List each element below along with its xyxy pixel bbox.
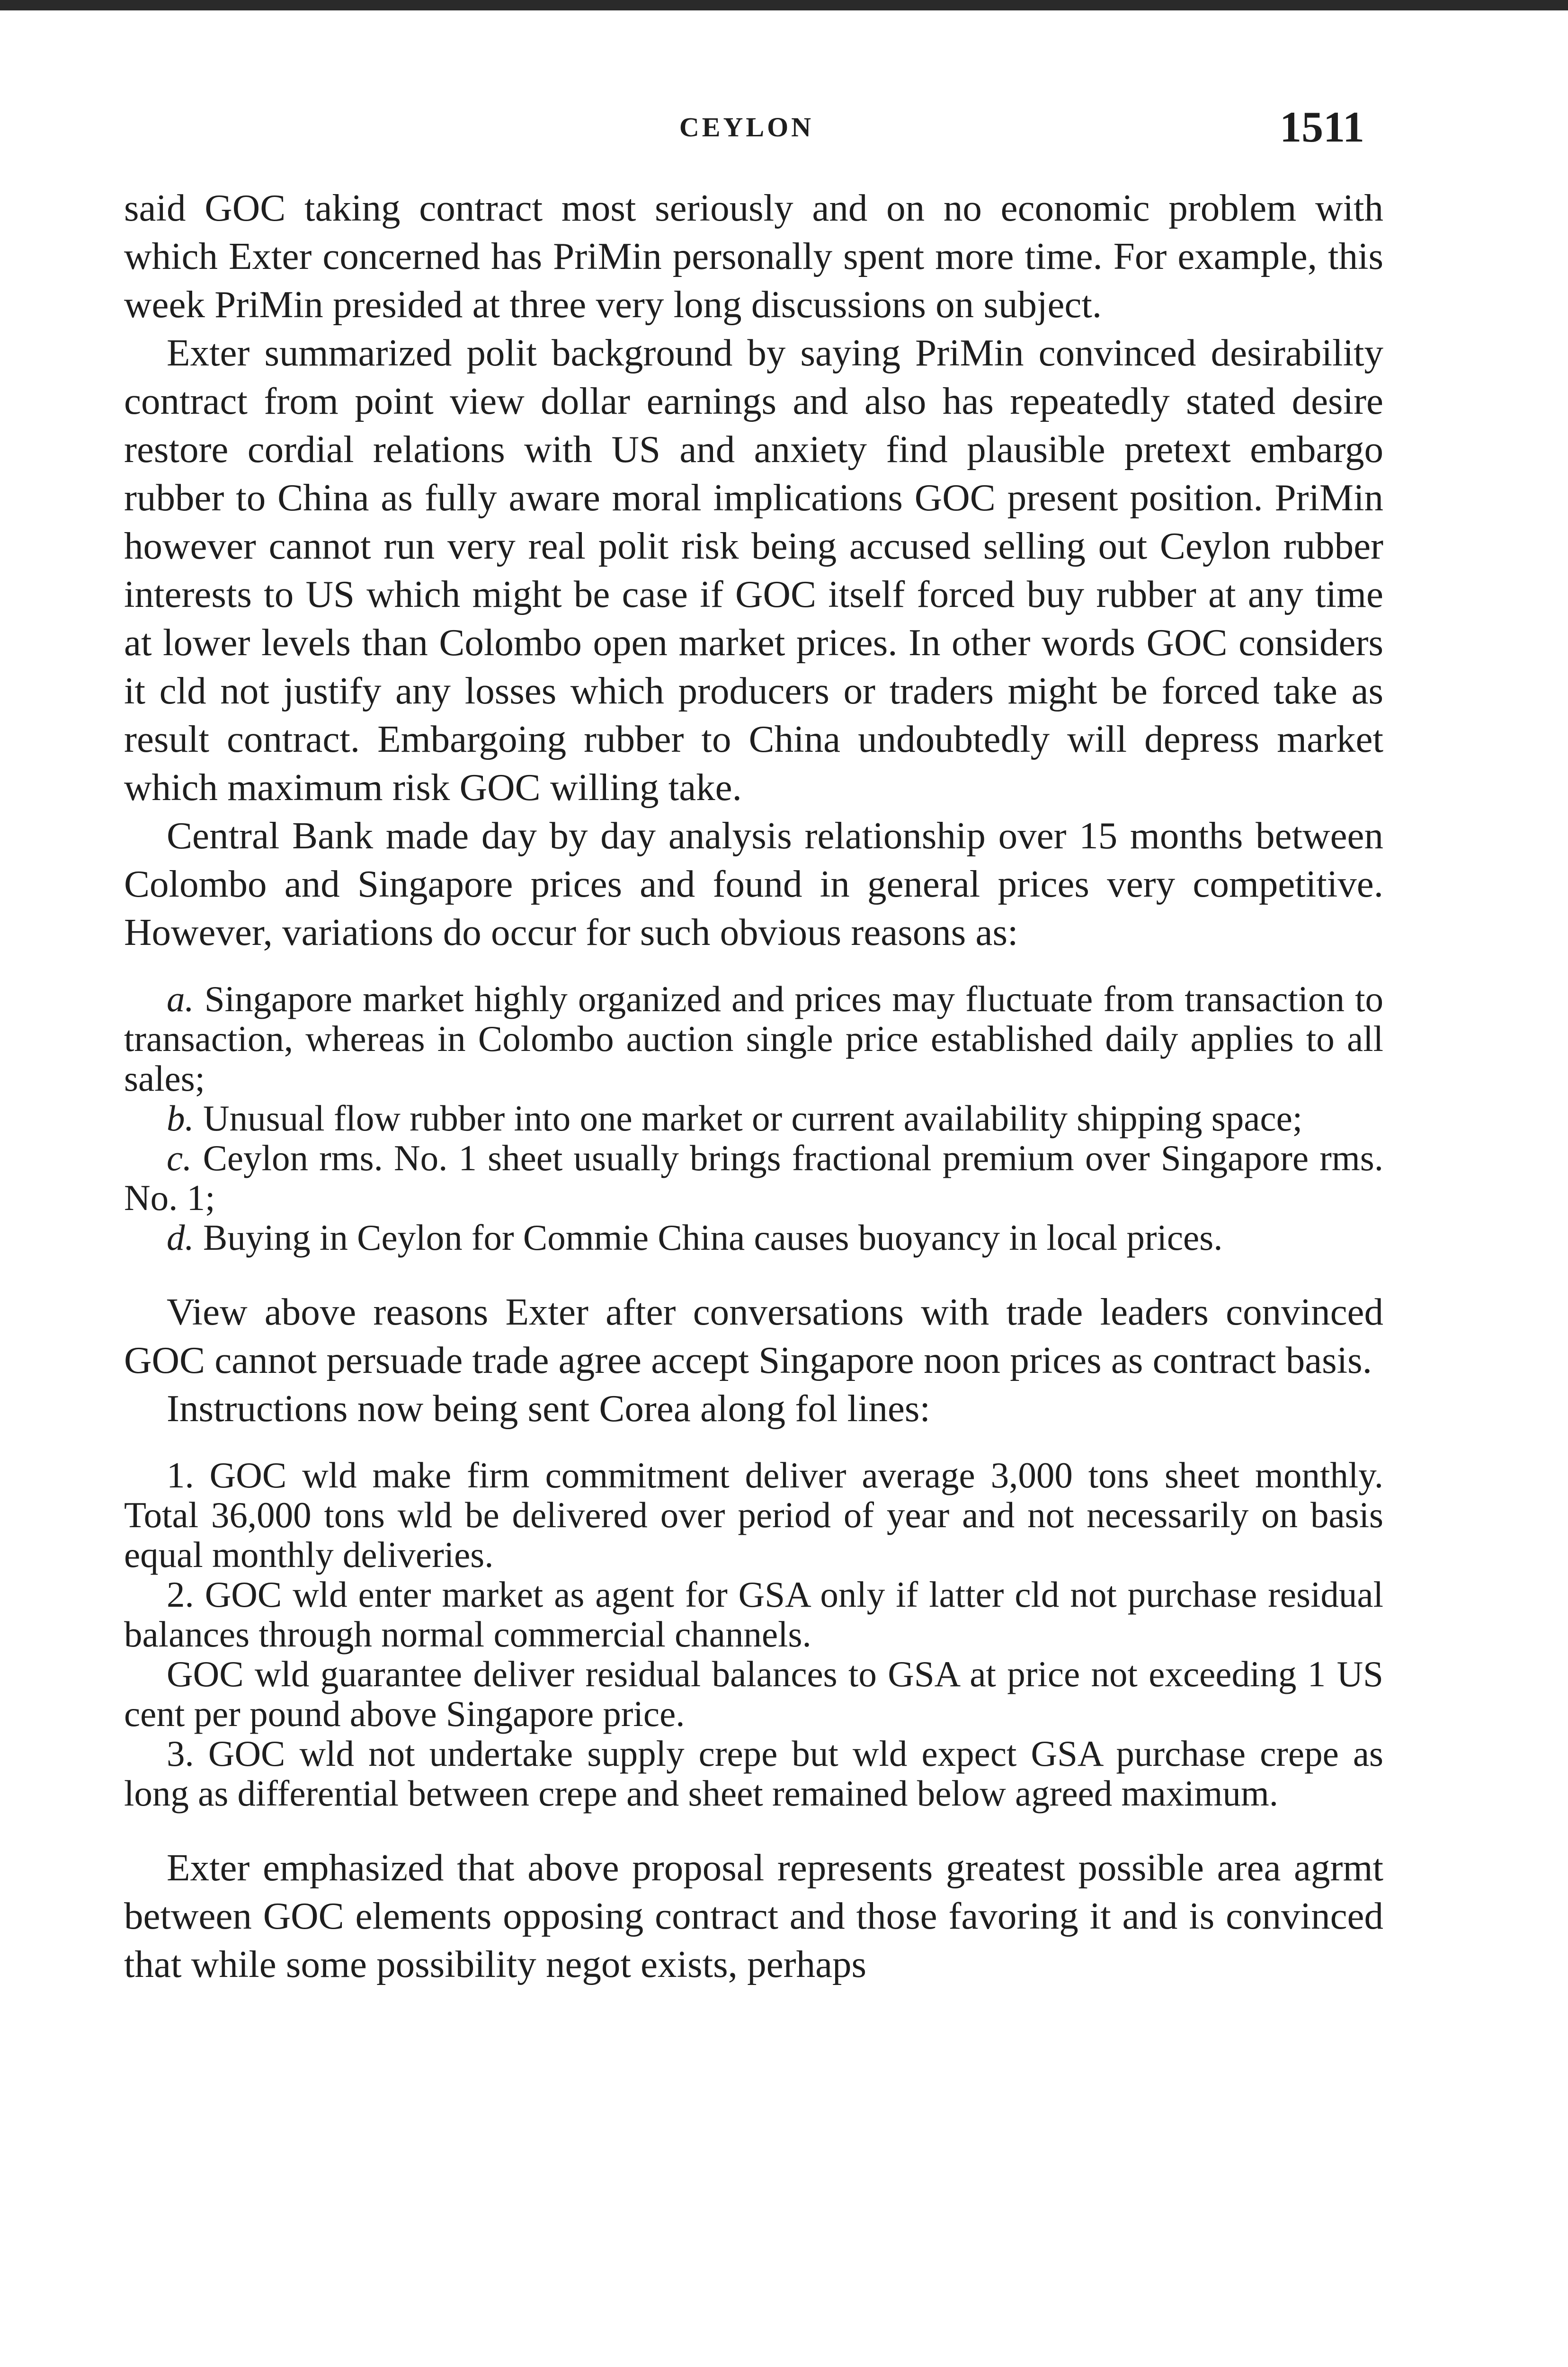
paragraph-instructions-intro: Instructions now being sent Corea along fol lines: bbox=[167, 1387, 930, 1430]
instructions-list bbox=[124, 1455, 1383, 1813]
top-border-rule bbox=[0, 0, 1568, 10]
page-number: 1511 bbox=[1280, 103, 1364, 151]
reason-item-c bbox=[124, 1138, 1383, 1218]
reason-marker: b. bbox=[167, 1098, 194, 1139]
instruction-item-2-cont: GOC wld guarantee deliver residual balances to GSA at price not exceeding 1 US cent per pound above Singapore price. bbox=[124, 1654, 1383, 1734]
reason-text: Unusual flow rubber into one market or current availability shipping space; bbox=[203, 1098, 1303, 1139]
reason-marker: d. bbox=[167, 1217, 194, 1258]
page-header bbox=[124, 102, 1369, 154]
reason-text: Singapore market highly organized and prices may fluctuate from transaction to transaction, whereas in Colombo auction single price established daily applies to all sales; bbox=[124, 979, 1383, 1099]
reason-item-b bbox=[124, 1098, 1383, 1138]
paragraph-view-above: View above reasons Exter after conversations with trade leaders convinced GOC cannot persuade trade agree accept Singapore noon prices as contract basis. bbox=[124, 1290, 1383, 1381]
reason-marker: c. bbox=[167, 1138, 192, 1178]
instruction-item-2: 2. GOC wld enter market as agent for GSA only if latter cld not purchase residual balances through normal commercial channels. bbox=[124, 1574, 1383, 1655]
instruction-item-1: 1. GOC wld make firm commitment deliver average 3,000 tons sheet monthly. Total 36,000 tons wld be delivered over period of year and not necessarily on basis equal monthly deliveries. bbox=[124, 1455, 1383, 1575]
paragraph-exter-emphasized: Exter emphasized that above proposal represents greatest possible area agrmt between GOC elements opposing contract and those favoring it and is convinced that while some possibility negot exists, perhaps bbox=[124, 1846, 1383, 1985]
reason-item-a bbox=[124, 979, 1383, 1098]
reason-marker: a. bbox=[167, 979, 194, 1019]
paragraph-polit-background: Exter summarized polit background by saying PriMin convinced desirability contract from point view dollar earnings and also has repeatedly stated desire restore cordial relations with US and anxiety find plausible pretext embargo rubber to China as fully aware moral implications GOC present position. PriMin however cannot run very real polit risk being accused selling out Ceylon rubber interests to US which might be case if GOC itself forced buy rubber at any time at lower levels than Colombo open market prices. In other words GOC considers it cld not justify any losses which producers or traders might be forced take as result contract. Embargoing rubber to China undoubtedly will depress market which maximum risk GOC willing take. bbox=[124, 331, 1383, 809]
paragraph-continuation: said GOC taking contract most seriously and on no economic problem with which Exter concerned has PriMin personally spent more time. For example, this week PriMin presided at three very long discussions on subject. bbox=[124, 187, 1383, 326]
reason-text: Buying in Ceylon for Commie China causes buoyancy in local prices. bbox=[203, 1217, 1223, 1258]
reason-item-d bbox=[124, 1218, 1383, 1257]
instruction-item-3: 3. GOC wld not undertake supply crepe but wld expect GSA purchase crepe as long as differential between crepe and sheet remained below agreed maximum. bbox=[124, 1733, 1383, 1814]
reason-text: Ceylon rms. No. 1 sheet usually brings fractional premium over Singapore rms. No. 1; bbox=[124, 1138, 1383, 1218]
reasons-list bbox=[124, 979, 1383, 1257]
page-body bbox=[124, 184, 1383, 1988]
paragraph-central-bank: Central Bank made day by day analysis relationship over 15 months between Colombo and Singapore prices and found in general prices very competitive. However, variations do occur for such obvious reasons as: bbox=[124, 814, 1383, 953]
running-head: CEYLON bbox=[679, 112, 814, 142]
